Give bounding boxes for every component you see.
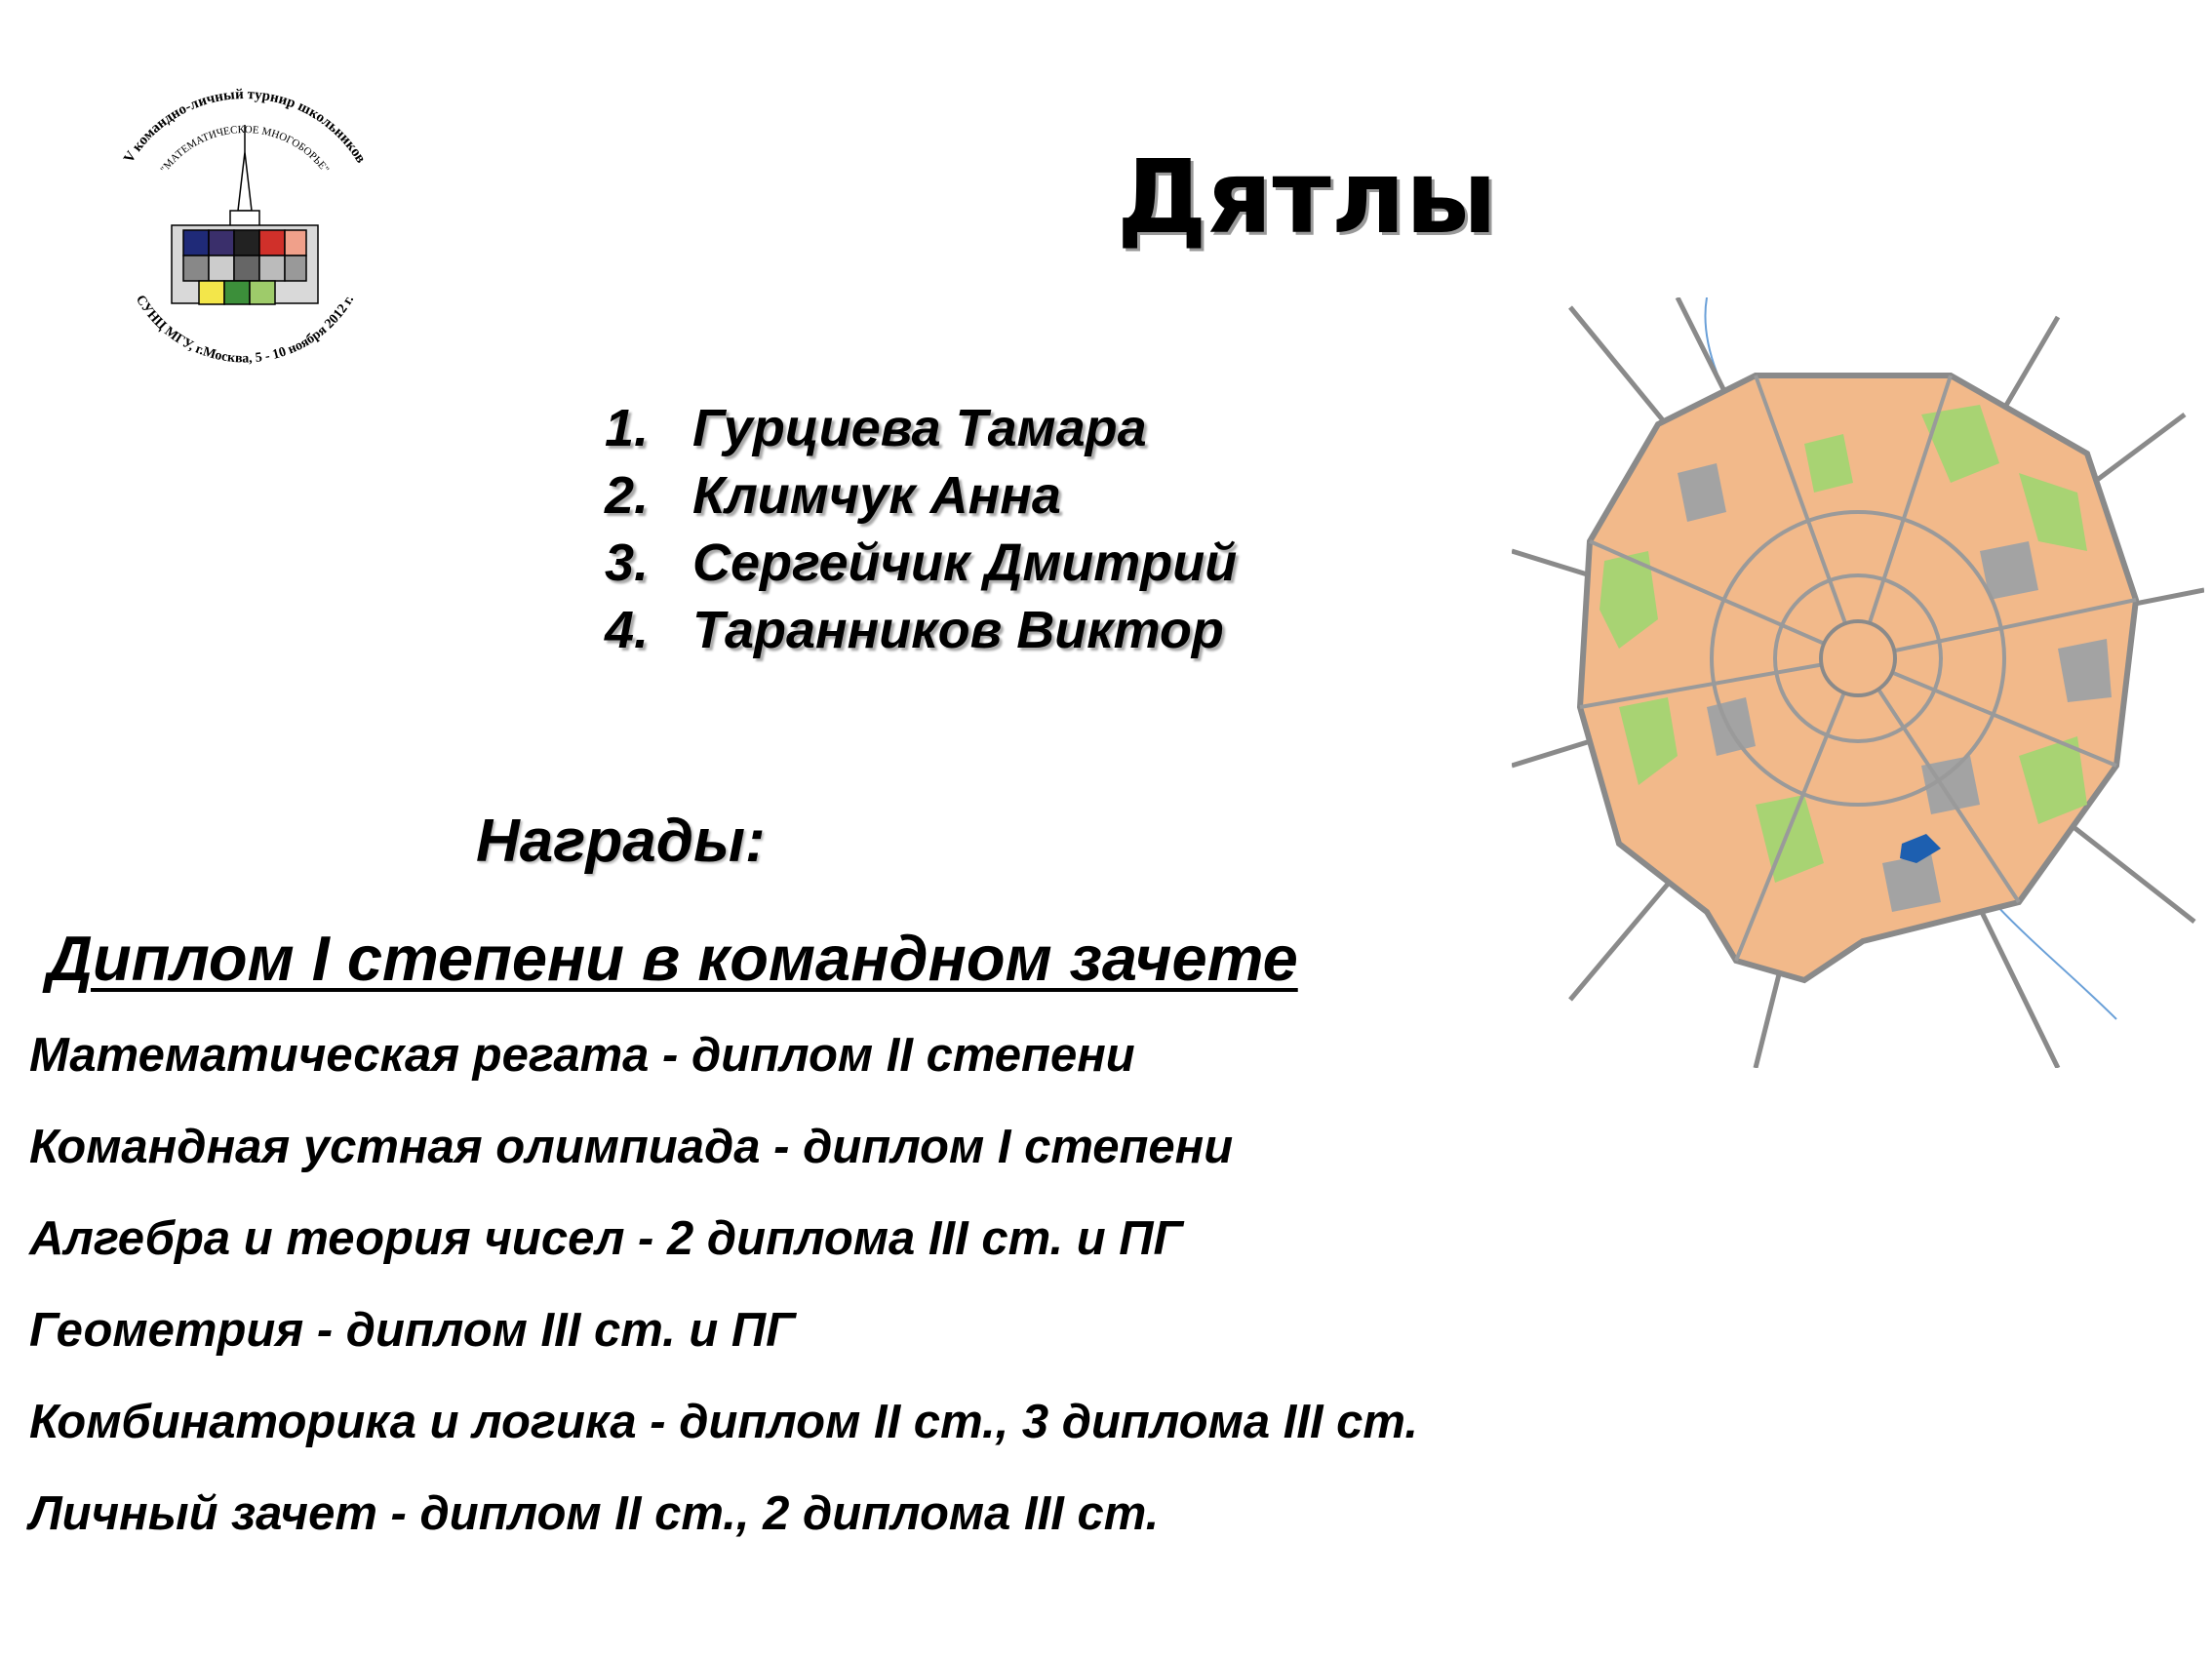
award-item: Алгебра и теория чисел - 2 диплома III ст. и ПГ (29, 1212, 1183, 1265)
university-building-icon (172, 125, 318, 304)
award-item: Математическая регата - диплом II степени (29, 1029, 1135, 1082)
award-list (29, 1029, 1418, 1582)
award-item: Геометрия - диплом III ст. и ПГ (29, 1304, 796, 1357)
member-number: 3. (605, 533, 650, 592)
team-members-list (605, 395, 1237, 664)
main-award: Диплом I степени в командном зачете (47, 923, 1298, 994)
logo-bottom-text: СУНЦ МГУ, г.Москва, 5 - 10 ноября 2012 г. (132, 293, 358, 367)
member-number: 4. (605, 601, 650, 659)
member-name: Сергейчик Дмитрий (692, 533, 1238, 592)
award-item: Личный зачет - диплом II ст., 2 диплома III ст. (29, 1487, 1160, 1540)
member-name: Таранников Виктор (692, 601, 1224, 659)
award-item: Командная устная олимпиада - диплом I степени (29, 1121, 1234, 1173)
member-item (605, 530, 1237, 597)
logo-sub-text: "МАТЕМАТИЧЕСКОЕ МНОГОБОРЬЕ" (158, 123, 332, 176)
team-title: Дятлы (1117, 138, 1497, 257)
member-number: 1. (605, 399, 650, 457)
member-item (605, 462, 1237, 530)
logo-top-text: V командно-личный турнир школьников (121, 86, 369, 167)
moscow-map-image (1512, 297, 2204, 1068)
city-center (1821, 621, 1895, 695)
tournament-logo (84, 64, 406, 396)
award-item: Комбинаторика и логика - диплом II ст., 3 диплома III ст. (29, 1396, 1418, 1448)
awards-heading: Награды: (476, 808, 766, 875)
member-name: Климчук Анна (692, 466, 1061, 525)
member-item (605, 597, 1237, 664)
member-item (605, 395, 1237, 462)
member-number: 2. (605, 466, 650, 525)
member-name: Гурциева Тамара (692, 399, 1147, 457)
